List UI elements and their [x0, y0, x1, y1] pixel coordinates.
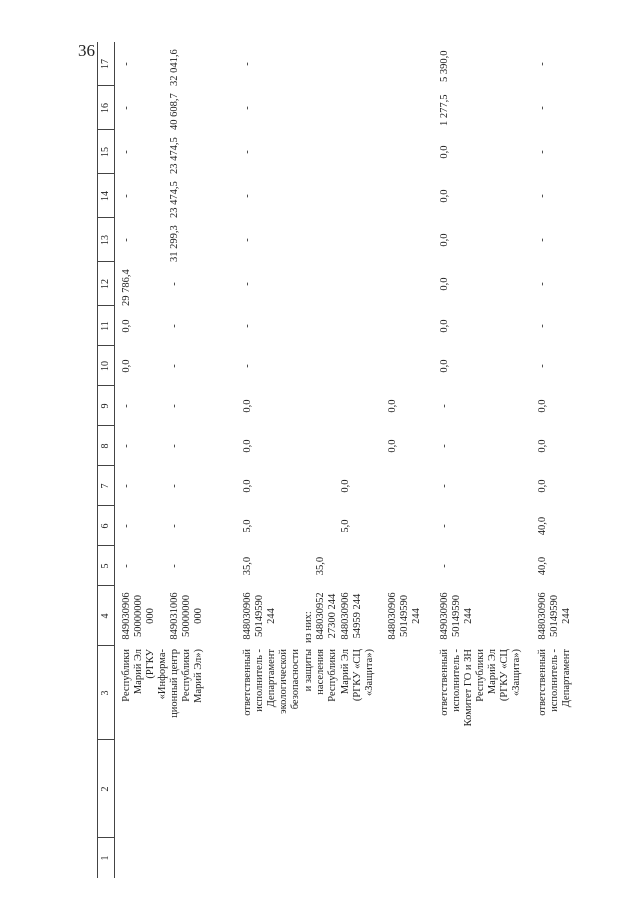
- table-cell: -: [537, 238, 548, 242]
- table-cell: -: [121, 564, 132, 568]
- table-cell: 29 786,4: [121, 269, 132, 306]
- table-cell: -: [439, 484, 450, 488]
- table-cell: -: [242, 150, 253, 154]
- table-cell: -: [121, 484, 132, 488]
- table-cell: 848030906 54959 244: [340, 592, 363, 640]
- table-cell: 0,0: [387, 399, 398, 413]
- table-cell: -: [537, 194, 548, 198]
- table-cell: -: [242, 106, 253, 110]
- table-cell: 23 474,5: [169, 181, 180, 218]
- table-cell: -: [169, 524, 180, 528]
- table-cell: 848030952 27300 244: [315, 592, 338, 640]
- col-header-16: 16: [100, 103, 111, 113]
- col-header-3: 3: [100, 690, 111, 696]
- table-cell: ответственный исполнитель - Департамент: [537, 649, 572, 716]
- table-cell: 0,0: [340, 479, 351, 493]
- col-header-15: 15: [100, 147, 111, 157]
- col-header-14: 14: [100, 191, 111, 201]
- table-cell: 849031006 50000000 000: [169, 592, 204, 640]
- table-cell: 0,0: [439, 233, 450, 247]
- col-header-7: 7: [100, 483, 111, 489]
- table-cell: -: [439, 444, 450, 448]
- col-header-2: 2: [100, 786, 111, 792]
- table-cell: -: [121, 62, 132, 66]
- table-cell: 0,0: [439, 189, 450, 203]
- table-cell: -: [121, 404, 132, 408]
- table-cell: -: [121, 238, 132, 242]
- table-cell: -: [121, 106, 132, 110]
- table-cell: 0,0: [242, 439, 253, 453]
- table-cell: -: [169, 484, 180, 488]
- table-cell: -: [537, 364, 548, 368]
- table-cell: и защиты: [303, 649, 314, 692]
- table-cell: 0,0: [439, 359, 450, 373]
- table-cell: -: [439, 404, 450, 408]
- table-cell: 40,0: [537, 556, 548, 576]
- table-cell: -: [242, 324, 253, 328]
- col-header-9: 9: [100, 403, 111, 409]
- table-cell: -: [242, 238, 253, 242]
- table-cell: 5,0: [242, 519, 253, 533]
- table-cell: 0,0: [242, 399, 253, 413]
- table-cell: 0,0: [242, 479, 253, 493]
- table-cell: 5 390,0: [439, 50, 450, 82]
- col-header-13: 13: [100, 235, 111, 245]
- table-cell: -: [169, 564, 180, 568]
- table-cell: 0,0: [537, 439, 548, 453]
- table-cell: 31 299,3: [169, 225, 180, 262]
- col-header-11: 11: [100, 321, 111, 331]
- table-cell: -: [242, 62, 253, 66]
- table-cell: 848030906 50149590 244: [537, 592, 572, 640]
- table-cell: 32 041,6: [169, 49, 180, 86]
- table-cell: 40,0: [537, 516, 548, 536]
- page-number: 36: [78, 41, 95, 60]
- table-cell: 849030906 50149590 244: [439, 592, 474, 640]
- budget-table: [97, 42, 617, 878]
- table-cell: из них:: [303, 611, 314, 643]
- table-cell: 35,0: [242, 556, 253, 576]
- table-cell: 0,0: [121, 359, 132, 373]
- table-cell: 0,0: [439, 277, 450, 291]
- table-cell: 849030906 50000000 000: [121, 592, 156, 640]
- table-cell: -: [242, 364, 253, 368]
- table-cell: -: [537, 106, 548, 110]
- table-cell: 0,0: [537, 399, 548, 413]
- col-header-8: 8: [100, 443, 111, 449]
- col-header-4: 4: [100, 613, 111, 619]
- col-header-1: 1: [100, 855, 111, 861]
- table-cell: -: [169, 282, 180, 286]
- col-header-10: 10: [100, 361, 111, 371]
- table-cell: -: [169, 364, 180, 368]
- table-cell: 0,0: [387, 439, 398, 453]
- table-cell: -: [169, 444, 180, 448]
- table-cell: -: [169, 404, 180, 408]
- table-cell: -: [121, 194, 132, 198]
- table-cell: Марий Эл (РГКУ «СЦ «Защита»): [340, 649, 375, 702]
- table-cell: населения Республики: [315, 649, 338, 702]
- table-cell: -: [121, 150, 132, 154]
- table-cell: 1 277,5: [439, 94, 450, 126]
- table-cell: Республики Марий Эл (РГКУ «Информа-: [121, 649, 168, 702]
- col-header-6: 6: [100, 523, 111, 529]
- table-cell: ответственный исполнитель - Департамент экологической безопасности: [242, 649, 301, 716]
- table-cell: -: [537, 150, 548, 154]
- table-cell: 35,0: [315, 556, 326, 576]
- table-cell: -: [537, 324, 548, 328]
- table-cell: -: [121, 444, 132, 448]
- table-cell: -: [169, 324, 180, 328]
- table-cell: 5,0: [340, 519, 351, 533]
- table-cell: -: [242, 282, 253, 286]
- table-cell: 0,0: [439, 145, 450, 159]
- table-cell: 40 608,7: [169, 93, 180, 130]
- table-cell: -: [439, 564, 450, 568]
- table-cell: ответственный исполнитель - Комитет ГО и ЗН Республики Марий Эл (РГКУ «СЦ «Защита»): [439, 649, 522, 727]
- table-cell: 0,0: [537, 479, 548, 493]
- col-header-5: 5: [100, 563, 111, 569]
- table-cell: -: [242, 194, 253, 198]
- table-cell: -: [537, 62, 548, 66]
- table-cell: 23 474,5: [169, 137, 180, 174]
- col-header-12: 12: [100, 279, 111, 289]
- table-cell: 848030906 50149590 244: [387, 592, 422, 640]
- table-cell: 0,0: [121, 319, 132, 333]
- table-cell: 0,0: [439, 319, 450, 333]
- header-bottom-rule: [114, 42, 115, 878]
- col-header-17: 17: [100, 59, 111, 69]
- table-cell: ционный центр Республики Марий Эл»): [169, 649, 204, 718]
- table-cell: -: [439, 524, 450, 528]
- header-top-rule: [97, 42, 98, 878]
- table-cell: 848030906 50149590 244: [242, 592, 277, 640]
- table-cell: -: [537, 282, 548, 286]
- table-cell: -: [121, 524, 132, 528]
